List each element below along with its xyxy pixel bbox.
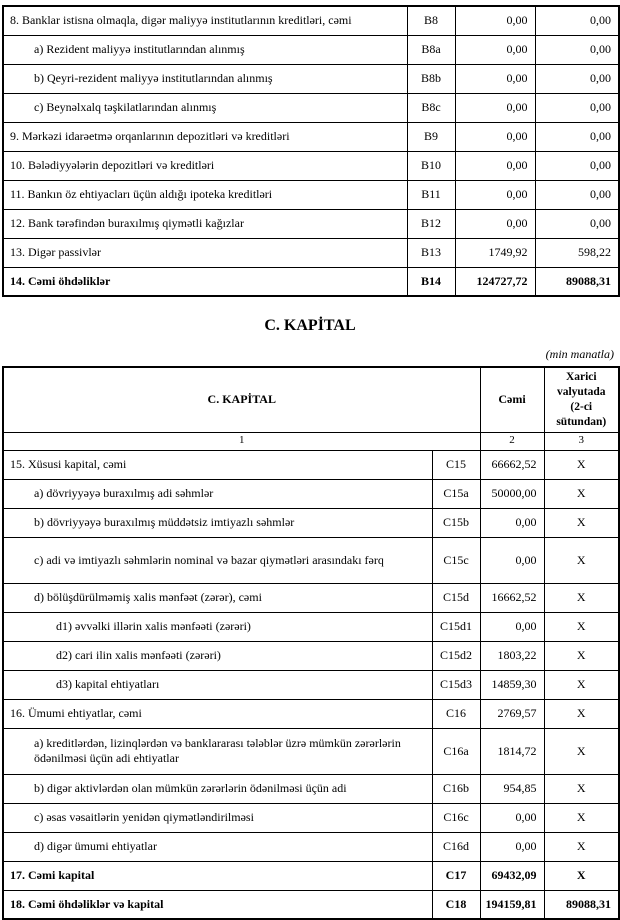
row-label: d3) kapital ehtiyatları: [3, 670, 432, 699]
row-value-total: 69432,09: [480, 861, 544, 890]
row-value-foreign: X: [544, 583, 619, 612]
row-label: d) digər ümumi ehtiyatlar: [3, 832, 432, 861]
table-row: [3, 64, 619, 93]
row-label: 12. Bank tərəfindən buraxılmış qiymətli kağızlar: [3, 209, 407, 238]
row-value-foreign: 0,00: [535, 151, 619, 180]
row-value-total: 0,00: [455, 151, 535, 180]
row-value-foreign: 0,00: [535, 64, 619, 93]
row-code: C16: [432, 699, 480, 728]
row-value-total: 2769,57: [480, 699, 544, 728]
row-value-foreign: 0,00: [535, 122, 619, 151]
table-row: [3, 122, 619, 151]
row-code: B14: [407, 267, 455, 296]
row-label: 15. Xüsusi kapital, cəmi: [3, 450, 432, 479]
row-value-total: 50000,00: [480, 479, 544, 508]
table-row: [3, 508, 619, 537]
table-row: [3, 267, 619, 296]
row-code: C18: [432, 890, 480, 919]
row-label: a) kreditlərdən, lizinqlərdən və banklararası tələblər üzrə mümkün zərərlərin ödənilməsi üçün adi ehtiyatlar: [3, 728, 432, 774]
row-code: B8a: [407, 35, 455, 64]
capital-table: [2, 366, 620, 920]
table-row: [3, 209, 619, 238]
table-row: [3, 774, 619, 803]
row-value-foreign: X: [544, 728, 619, 774]
row-label: 14. Cəmi öhdəliklər: [3, 267, 407, 296]
row-value-foreign: X: [544, 537, 619, 583]
table-row: [3, 35, 619, 64]
row-label: d2) cari ilin xalis mənfəəti (zərəri): [3, 641, 432, 670]
row-value-total: 0,00: [455, 209, 535, 238]
row-code: C16d: [432, 832, 480, 861]
table-row: [3, 151, 619, 180]
row-value-foreign: 0,00: [535, 180, 619, 209]
liabilities-table: [2, 5, 620, 297]
row-code: C15d3: [432, 670, 480, 699]
row-value-foreign: X: [544, 450, 619, 479]
row-code: C16c: [432, 803, 480, 832]
row-value-total: 194159,81: [480, 890, 544, 919]
row-value-total: 0,00: [480, 537, 544, 583]
row-value-foreign: X: [544, 699, 619, 728]
row-label: b) dövriyyəyə buraxılmış müddətsiz imtiyazlı səhmlər: [3, 508, 432, 537]
row-code: C16a: [432, 728, 480, 774]
col-header-foreign-line2: (2-ci sütundan): [556, 400, 607, 428]
table-row: [3, 803, 619, 832]
row-value-foreign: X: [544, 803, 619, 832]
row-code: C15b: [432, 508, 480, 537]
row-value-total: 66662,52: [480, 450, 544, 479]
row-label: a) dövriyyəyə buraxılmış adi səhmlər: [3, 479, 432, 508]
column-number-row: [3, 432, 619, 450]
row-label: d1) əvvəlki illərin xalis mənfəəti (zərəri): [3, 612, 432, 641]
col-number-2: 2: [480, 432, 544, 450]
row-value-total: 1749,92: [455, 238, 535, 267]
row-code: B8b: [407, 64, 455, 93]
table-row: [3, 479, 619, 508]
table-row: [3, 641, 619, 670]
row-label: 18. Cəmi öhdəliklər və kapital: [3, 890, 432, 919]
row-code: C15d: [432, 583, 480, 612]
capital-table-body: [3, 450, 619, 919]
row-value-foreign: 89088,31: [544, 890, 619, 919]
table-row: [3, 583, 619, 612]
table-row: [3, 612, 619, 641]
row-value-foreign: X: [544, 612, 619, 641]
col-number-3: 3: [544, 432, 619, 450]
row-value-total: 1814,72: [480, 728, 544, 774]
row-code: C17: [432, 861, 480, 890]
row-label: 13. Digər passivlər: [3, 238, 407, 267]
row-value-total: 0,00: [480, 832, 544, 861]
row-value-foreign: 89088,31: [535, 267, 619, 296]
row-label: 8. Banklar istisna olmaqla, digər maliyyə institutlarının kreditləri, cəmi: [3, 6, 407, 35]
row-code: B12: [407, 209, 455, 238]
row-code: B8: [407, 6, 455, 35]
row-label: 11. Bankın öz ehtiyacları üçün aldığı ipoteka kreditləri: [3, 180, 407, 209]
row-value-foreign: X: [544, 479, 619, 508]
row-code: B8c: [407, 93, 455, 122]
col-header-foreign-line1: Xarici valyutada: [556, 371, 606, 398]
row-value-total: 0,00: [455, 122, 535, 151]
row-label: 10. Bələdiyyələrin depozitləri və kreditləri: [3, 151, 407, 180]
table-row: [3, 728, 619, 774]
row-value-total: 124727,72: [455, 267, 535, 296]
table-row: [3, 93, 619, 122]
row-value-total: 0,00: [480, 803, 544, 832]
row-value-total: 14859,30: [480, 670, 544, 699]
table-row: [3, 180, 619, 209]
row-label: d) bölüşdürülməmiş xalis mənfəət (zərər), cəmi: [3, 583, 432, 612]
row-value-total: 0,00: [455, 64, 535, 93]
row-label: c) Beynəlxalq təşkilatlarından alınmış: [3, 93, 407, 122]
col-header-title: C. KAPİTAL: [3, 367, 480, 432]
row-value-total: 1803,22: [480, 641, 544, 670]
capital-table-header: [3, 367, 619, 450]
row-value-foreign: 598,22: [535, 238, 619, 267]
row-value-foreign: X: [544, 641, 619, 670]
row-value-foreign: X: [544, 508, 619, 537]
row-code: C15d1: [432, 612, 480, 641]
row-value-total: 0,00: [480, 612, 544, 641]
row-code: B11: [407, 180, 455, 209]
row-label: c) adi və imtiyazlı səhmlərin nominal və bazar qiymətləri arasındakı fərq: [3, 537, 432, 583]
row-label: 17. Cəmi kapital: [3, 861, 432, 890]
row-value-total: 16662,52: [480, 583, 544, 612]
col-header-total: Cəmi: [480, 367, 544, 432]
row-label: 9. Mərkəzi idarəetmə orqanlarının depozitləri və kreditləri: [3, 122, 407, 151]
row-code: B13: [407, 238, 455, 267]
table-row: [3, 537, 619, 583]
row-value-total: 0,00: [480, 508, 544, 537]
unit-note: (min manatla): [545, 347, 614, 361]
row-value-total: 0,00: [455, 180, 535, 209]
row-label: a) Rezident maliyyə institutlarından alınmış: [3, 35, 407, 64]
row-code: B10: [407, 151, 455, 180]
table-row: [3, 861, 619, 890]
row-label: b) Qeyri-rezident maliyyə institutlarından alınmış: [3, 64, 407, 93]
row-label: 16. Ümumi ehtiyatlar, cəmi: [3, 699, 432, 728]
table-row: [3, 450, 619, 479]
table-row: [3, 670, 619, 699]
row-value-foreign: 0,00: [535, 93, 619, 122]
row-code: C15d2: [432, 641, 480, 670]
row-value-total: 954,85: [480, 774, 544, 803]
table-row: [3, 832, 619, 861]
col-header-foreign: [544, 367, 619, 432]
row-label: b) digər aktivlərdən olan mümkün zərərlərin ödənilməsi üçün adi: [3, 774, 432, 803]
col-number-1: 1: [3, 432, 480, 450]
section-title: C. KAPİTAL: [264, 317, 356, 334]
row-value-foreign: 0,00: [535, 209, 619, 238]
row-code: C15: [432, 450, 480, 479]
liabilities-table-body: [3, 6, 619, 296]
table-row: [3, 238, 619, 267]
row-value-foreign: 0,00: [535, 6, 619, 35]
row-value-total: 0,00: [455, 93, 535, 122]
row-code: C16b: [432, 774, 480, 803]
row-value-foreign: X: [544, 670, 619, 699]
row-code: C15a: [432, 479, 480, 508]
table-row: [3, 699, 619, 728]
row-value-foreign: X: [544, 774, 619, 803]
row-value-total: 0,00: [455, 6, 535, 35]
row-label: c) əsas vəsaitlərin yenidən qiymətləndirilməsi: [3, 803, 432, 832]
row-value-total: 0,00: [455, 35, 535, 64]
row-code: B9: [407, 122, 455, 151]
header-row: [3, 367, 619, 432]
row-value-foreign: X: [544, 861, 619, 890]
row-value-foreign: 0,00: [535, 35, 619, 64]
row-code: C15c: [432, 537, 480, 583]
row-value-foreign: X: [544, 832, 619, 861]
table-row: [3, 6, 619, 35]
